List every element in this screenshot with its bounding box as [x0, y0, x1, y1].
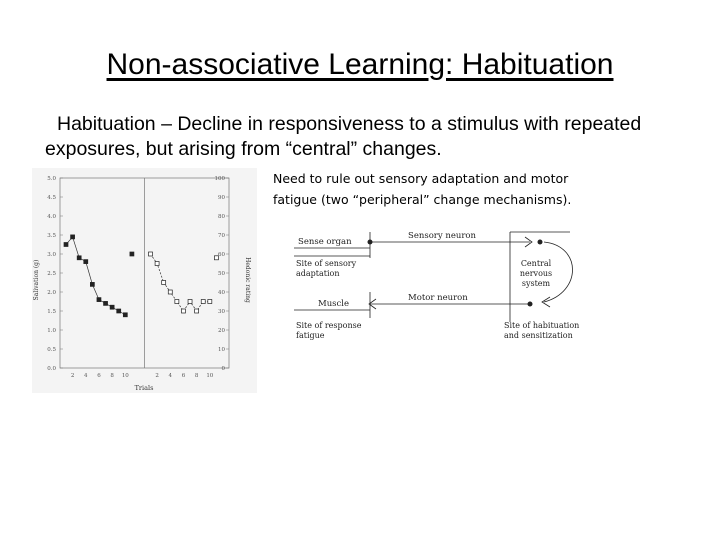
site-response-label-2: fatigue	[296, 331, 325, 340]
motor-neuron-end	[528, 302, 533, 307]
data-point	[130, 252, 134, 256]
y-tick-right: 70	[218, 233, 225, 239]
x-tick-left: 4	[84, 373, 88, 379]
slide-title: Non-associative Learning: Habituation	[106, 48, 614, 81]
y-tick-left: 0.5	[47, 347, 56, 353]
data-point	[195, 309, 199, 313]
chart-ylabel-left: Salivation (g)	[33, 259, 40, 301]
motor-neuron-label: Motor neuron	[408, 293, 468, 303]
cns-dot	[538, 240, 543, 245]
sensory-neuron-label: Sensory neuron	[408, 231, 477, 241]
site-habituation-label-2: and sensitization	[504, 331, 573, 340]
y-tick-left: 5.0	[47, 176, 56, 182]
data-point	[208, 300, 212, 304]
data-point	[117, 309, 121, 313]
y-tick-right: 60	[218, 252, 225, 258]
site-response-label-1: Site of response	[296, 321, 362, 330]
data-point	[64, 243, 68, 247]
chart-marks	[64, 235, 218, 317]
data-point	[84, 260, 88, 264]
y-tick-left: 3.5	[47, 233, 56, 239]
definition-line-2: exposures, but arising from “central” changes.	[45, 138, 442, 160]
x-tick-right: 2	[155, 373, 159, 379]
y-tick-right: 50	[218, 271, 225, 277]
y-tick-right: 10	[218, 347, 225, 353]
y-tick-right: 100	[214, 176, 225, 182]
data-point	[90, 282, 94, 286]
y-tick-right: 90	[218, 195, 225, 201]
sense-organ-label: Sense organ	[298, 237, 352, 247]
data-point	[155, 262, 159, 266]
site-habituation-label-1: Site of habituation	[504, 321, 580, 330]
cns-label-3: system	[521, 279, 551, 288]
y-tick-right: 20	[218, 328, 225, 334]
data-point	[188, 300, 192, 304]
data-point	[123, 313, 127, 317]
data-point	[214, 256, 218, 260]
y-tick-left: 2.5	[47, 271, 56, 277]
data-point	[181, 309, 185, 313]
y-tick-right: 0	[221, 366, 225, 372]
y-tick-left: 0.0	[47, 366, 56, 372]
data-point	[168, 290, 172, 294]
x-tick-left: 10	[121, 373, 129, 379]
data-point	[97, 298, 101, 302]
cns-label-2: nervous	[519, 269, 553, 278]
x-tick-right: 4	[168, 373, 173, 379]
y-tick-left: 4.0	[47, 214, 56, 220]
cns-loop-head	[542, 297, 550, 307]
neuron-diagram	[290, 222, 590, 352]
note-line-2: fatigue (two “peripheral” change mechanisms).	[273, 192, 572, 207]
data-point	[77, 256, 81, 260]
habituation-chart	[32, 168, 257, 393]
data-point	[104, 301, 108, 305]
data-point	[201, 300, 205, 304]
y-tick-left: 4.5	[47, 195, 56, 201]
series-line-0	[66, 237, 125, 315]
y-tick-right: 80	[218, 214, 225, 220]
y-tick-left: 1.0	[47, 328, 56, 334]
x-tick-left: 2	[70, 373, 75, 379]
peripheral-note	[273, 168, 603, 210]
muscle-label: Muscle	[318, 299, 350, 309]
site-sensory-label-2: adaptation	[296, 269, 340, 278]
x-tick-right: 10	[206, 373, 214, 379]
y-tick-right: 40	[218, 290, 225, 296]
y-tick-left: 3.0	[47, 252, 56, 258]
chart-xlabel: Trials	[134, 384, 154, 392]
habituation-definition	[45, 112, 697, 162]
x-tick-left: 6	[97, 373, 101, 379]
data-point	[71, 235, 75, 239]
data-point	[110, 305, 114, 309]
data-point	[175, 300, 179, 304]
definition-line-1: Habituation – Decline in responsiveness to a stimulus with repeated	[57, 113, 642, 135]
x-tick-right: 6	[181, 373, 186, 379]
x-tick-left: 8	[110, 373, 114, 379]
y-tick-right: 30	[218, 309, 225, 315]
note-line-1: Need to rule out sensory adaptation and motor	[273, 171, 569, 186]
chart-ylabel-right: Hedonic rating	[244, 257, 251, 303]
y-tick-left: 1.5	[47, 309, 56, 315]
y-tick-left: 2.0	[47, 290, 56, 296]
cns-label-1: Central	[520, 259, 552, 268]
data-point	[149, 252, 153, 256]
site-sensory-label-1: Site of sensory	[296, 259, 357, 268]
x-tick-right: 8	[194, 373, 199, 379]
data-point	[162, 281, 166, 285]
chart-axes	[47, 176, 229, 379]
